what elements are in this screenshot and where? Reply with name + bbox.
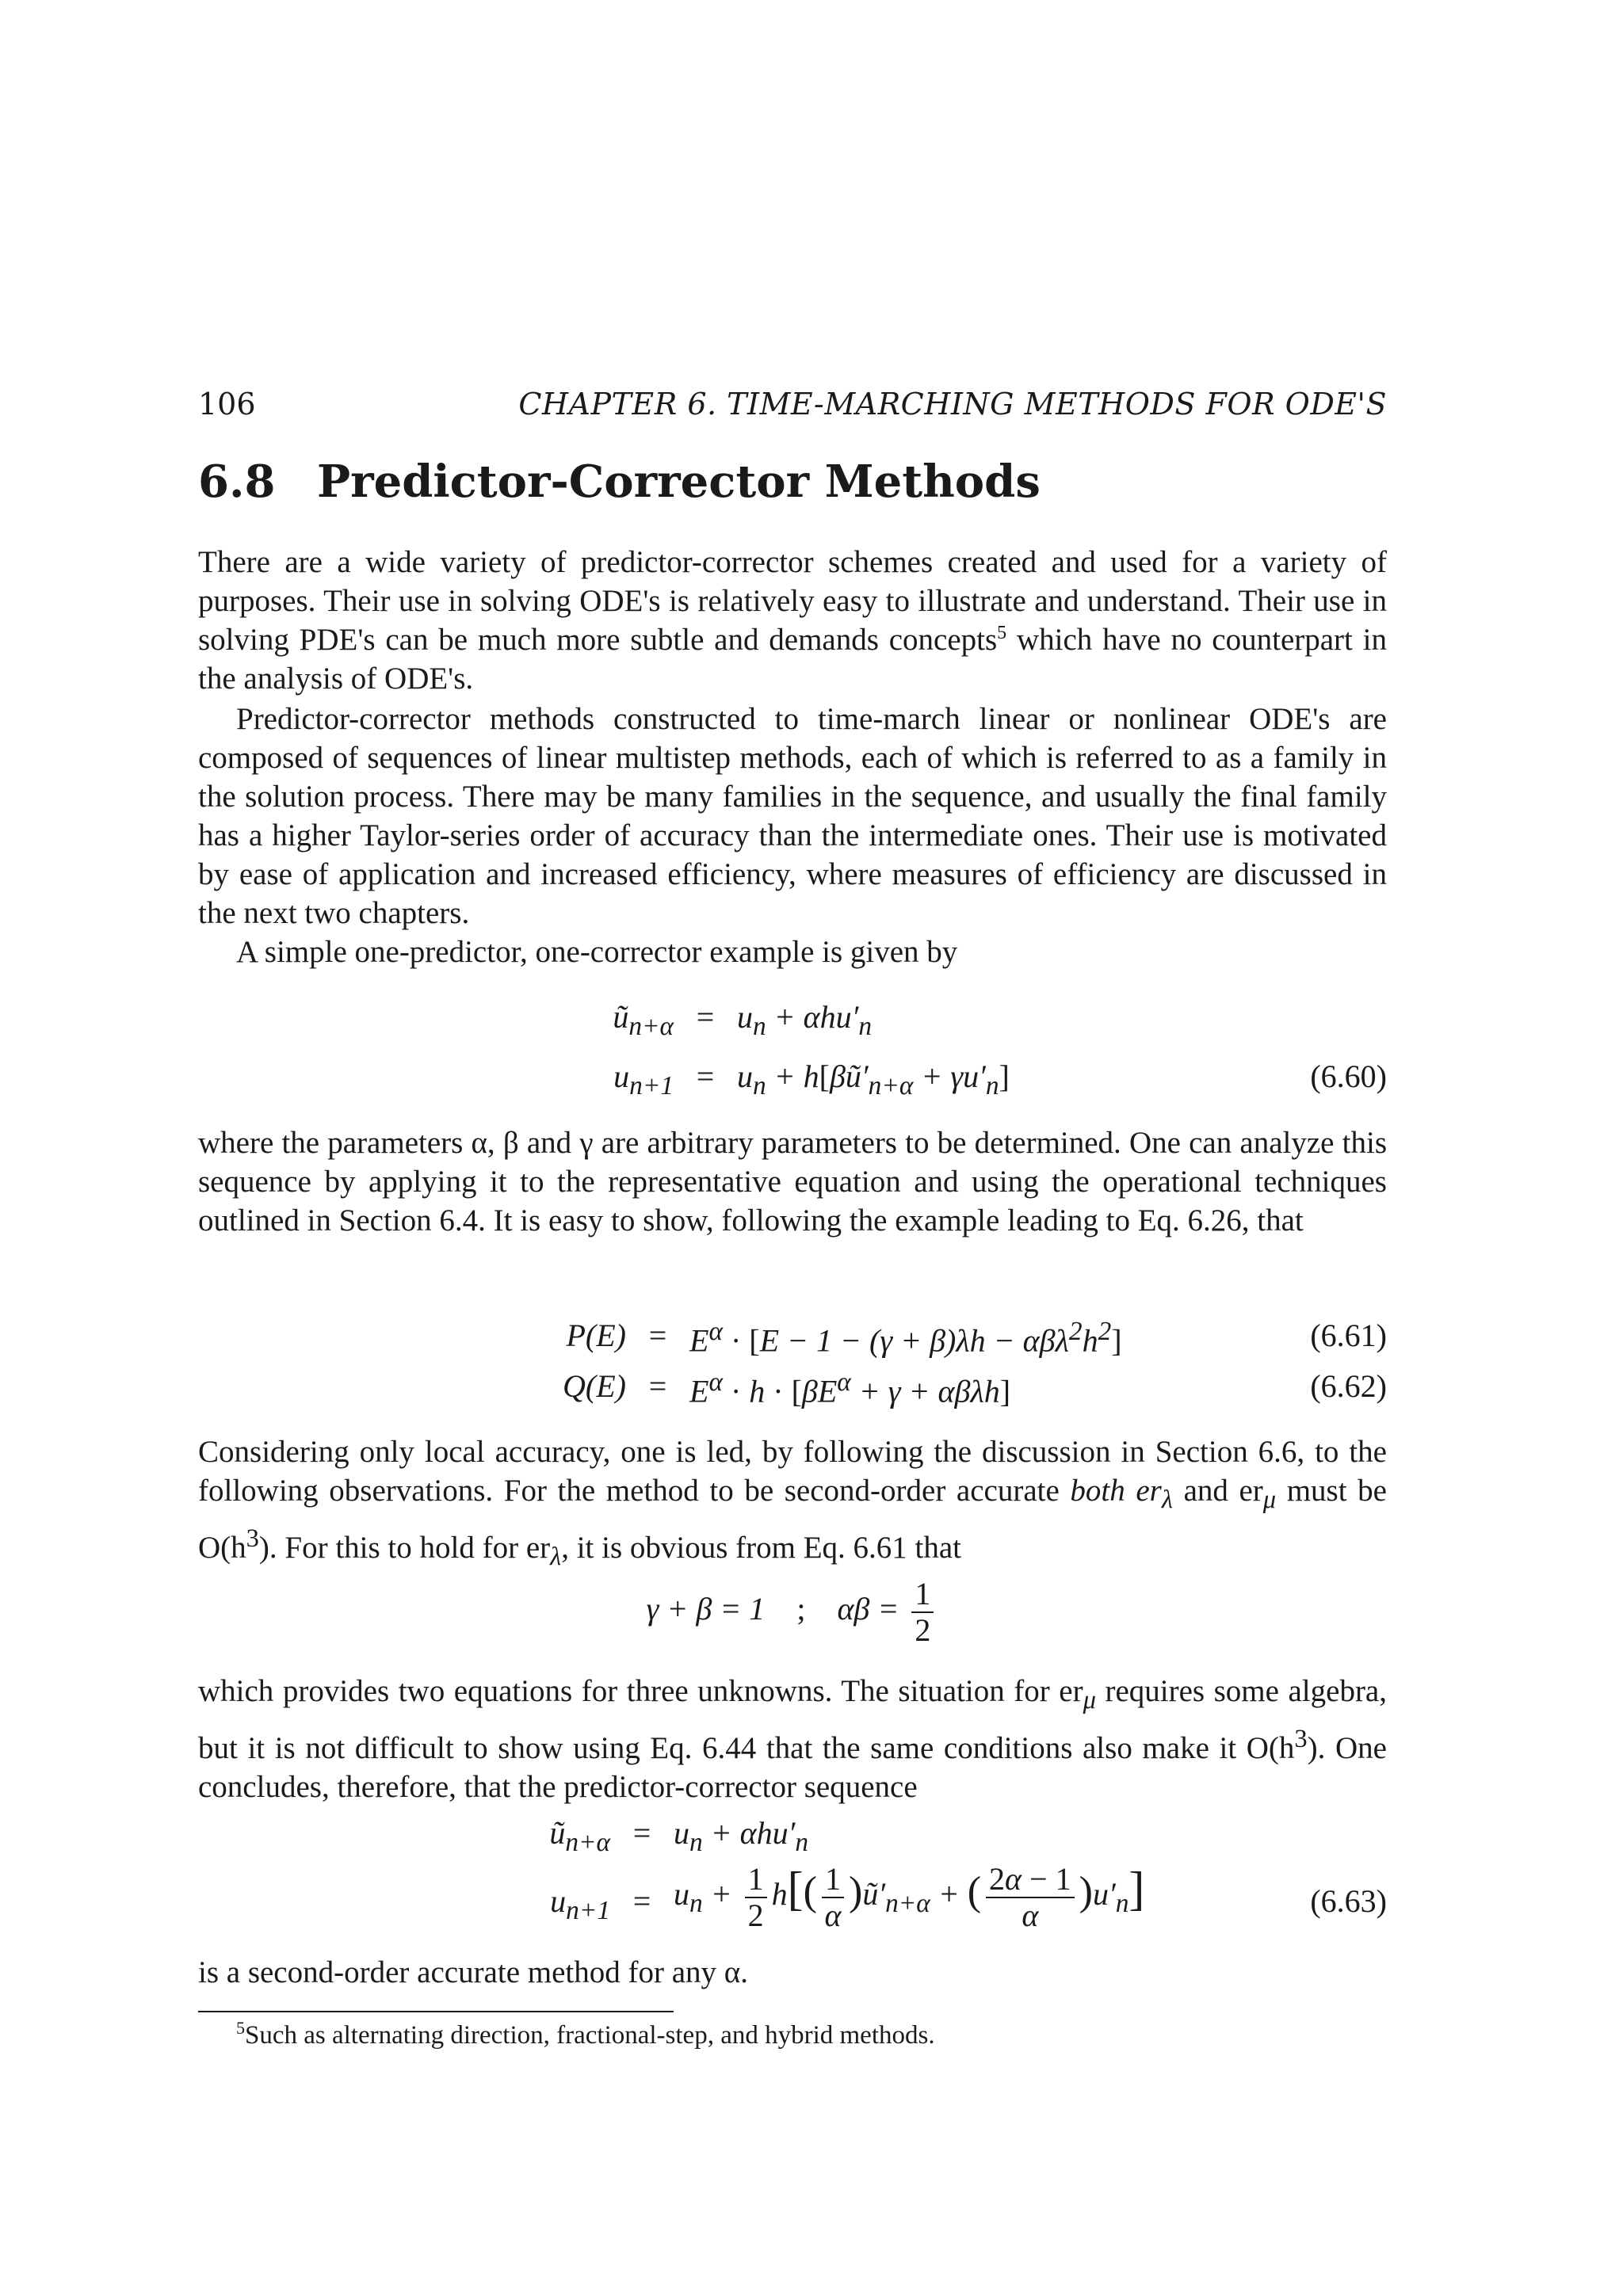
section-title: Predictor-Corrector Methods (317, 456, 1041, 508)
paragraph-5-text: Considering only local accuracy, one is led, by following the discussion in Section 6.6, to the following observations. For the method to be second-order accurate (198, 1435, 1387, 1508)
paragraph-1-text: There are a wide variety of predictor-corrector schemes created and used for a variety of purposes. Their use in solving ODE's is relatively easy to illustrate and understand. Their use in solving PDE's can be much more subtle and demands concepts (198, 545, 1387, 657)
paragraph-3: A simple one-predictor, one-corrector example is given by (236, 935, 958, 969)
paragraph-2: Predictor-corrector methods constructed to time-march linear or nonlinear ODE's are composed of sequences of linear multistep methods, each of which is referred to as a family in the solution process. There may be many families in the sequence, and usually the final family has a higher Taylor-series order of accuracy than the intermediate ones. Their use is motivated by ease of application and increased efficiency, where measures of efficiency are discussed in the next two chapters. (198, 702, 1387, 930)
footnote-mark: 5 (236, 2018, 245, 2038)
page-number: 106 (198, 387, 256, 421)
paragraph-1-text-end: which have no counterpart in the analysis of ODE's. (198, 623, 1388, 696)
emphasis: both (1070, 1474, 1125, 1508)
equation-6-63-line-2: $u_{n+1}$ = $u_n$ + $\frac{1}{2}$ h[( $\frac{1}{\alpha}$ )$ũ'_{n+\alpha}$ + ( $\frac{2\alpha - 1}{\alpha}$ )$u'_n$] (6.63) (550, 1861, 1387, 1933)
paragraph-6-text: ). One concludes, therefore, that the predictor-corrector sequence (198, 1730, 1387, 1804)
paragraph-4: where the parameters α, β and γ are arbitrary parameters to be determined. One can analyze this sequence by applying it to the representative equation and using the operational techniques outlined in Section 6.4. It is easy to show, following the example leading to Eq. 6.26, that (198, 1126, 1387, 1238)
paragraph-6-text: which provides two equations for three unknowns. The situation for er (198, 1674, 1083, 1708)
paragraph-1 (198, 543, 1387, 698)
paragraph-5-text: , it is obvious from Eq. 6.61 that (561, 1530, 962, 1565)
equation-number: (6.60) (1310, 1058, 1387, 1094)
equation-6-60-line-1: $ũ_{n+\alpha}$ = $u_n + \alpha hu'_n$ (613, 999, 873, 1041)
footnote-marker: 5 (997, 623, 1007, 643)
equation-number: (6.61) (1310, 1318, 1387, 1353)
section-number: 6.8 (198, 456, 276, 508)
paragraph-5: Considering only local accuracy, one is led, by following the discussion in Section 6.6, to the following observations. For the method to be second-order accurate both $er_\lambda$ and $er_\mu$ must be $O(h^3)$. For this to hold for $er_\lambda$, it is obvious from Eq. 6.61 that (198, 1435, 1387, 1571)
equation-6-61: P(E) = $E^\alpha \cdot [E - 1 - (\gamma + \beta)\lambda h - \alpha\beta\lambda^2h^2]$ (6.61) (566, 1317, 1387, 1359)
paragraph-5-text: must be O(h (198, 1474, 1387, 1565)
footnote (236, 2019, 1385, 2052)
chapter-title: CHAPTER 6. TIME-MARCHING METHODS FOR ODE'S (518, 387, 1387, 421)
accuracy-conditions: γ + β = 1 ; αβ = $\frac{1}{2}$ (198, 1577, 1387, 1656)
footnote-rule (198, 2011, 674, 2012)
paragraph-5-text: ). For this to hold for er (258, 1530, 551, 1565)
equation-number: (6.63) (1310, 1883, 1387, 1919)
page (198, 0, 1387, 2296)
symbol-er: and er (1172, 1474, 1263, 1508)
section-heading (198, 456, 1041, 508)
paragraph-6-text: requires some algebra, but it is not difficult to show using Eq. 6.44 that the same conditions also make it O(h (198, 1674, 1387, 1765)
paragraph-6: which provides two equations for three unknowns. The situation for $er_\mu$ requires some algebra, but it is not difficult to show using Eq. 6.44 that the same conditions also make it $O(h^3)$. One concludes, therefore, that the predictor-corrector sequence (198, 1674, 1387, 1804)
symbol-er: er (1125, 1474, 1162, 1508)
equation-6-62: Q(E) = $E^\alpha \cdot h \cdot [\beta E^\alpha + \gamma + \alpha\beta\lambda h]$ (6.62) (563, 1367, 1387, 1409)
equation-6-63-line-1: $ũ_{n+\alpha}$ = $u_n + \alpha hu'_n$ (549, 1815, 809, 1857)
equation-number: (6.62) (1310, 1368, 1387, 1404)
equation-6-60-line-2: $u_{n+1}$ = $u_n$ + $h[\beta ũ'_{n+\alpha} + \gamma u'_n]$ (6.60) (613, 1058, 1387, 1100)
paragraph-7: is a second-order accurate method for any α. (198, 1955, 748, 1989)
footnote-text: Such as alternating direction, fractional-step, and hybrid methods. (245, 2021, 935, 2050)
running-head (198, 387, 1387, 426)
